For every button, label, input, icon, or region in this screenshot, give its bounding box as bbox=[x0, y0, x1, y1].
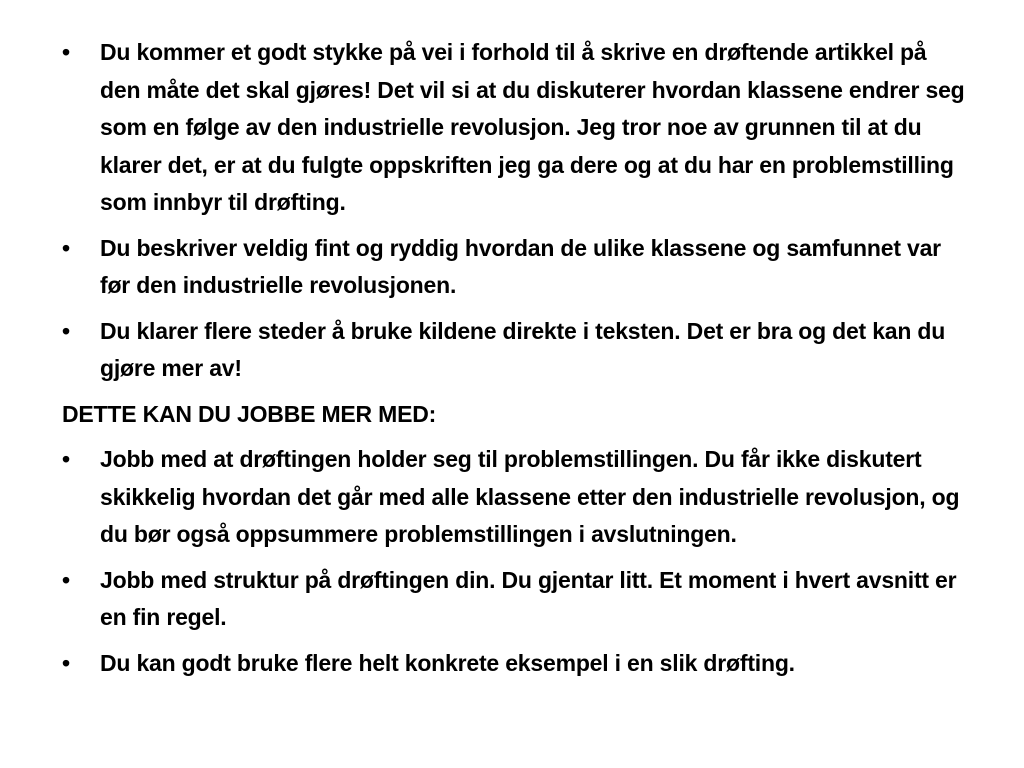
bullet-icon: • bbox=[62, 566, 70, 593]
bullet-icon: • bbox=[62, 317, 70, 344]
bullet-text: Du kommer et godt stykke på vei i forhold til å skrive en drøftende artikkel på den måte det skal gjøres! Det vil si at du diskuterer hvordan klassene endrer seg som en følge av den industrielle revolusjon. Jeg tror noe av grunnen til at du klarer det, er at du fulgte oppskriften jeg ga dere og at du har en problemstilling som innbyr til drøfting. bbox=[100, 39, 965, 215]
bullet-text: Jobb med at drøftingen holder seg til problemstillingen. Du får ikke diskutert skikkelig hvordan det går med alle klassene etter den industrielle revolusjon, og du bør også oppsummere problemstillingen i avslutningen. bbox=[100, 446, 960, 547]
bullet-text: Jobb med struktur på drøftingen din. Du gjentar litt. Et moment i hvert avsnitt er en fin regel. bbox=[100, 566, 957, 630]
strengths-list bbox=[62, 34, 972, 388]
bullet-icon: • bbox=[62, 446, 70, 472]
list-item bbox=[62, 230, 972, 305]
section-heading: DETTE KAN DU JOBBE MER MED: bbox=[62, 400, 437, 427]
bullet-icon: • bbox=[62, 649, 70, 676]
bullet-icon: • bbox=[62, 234, 70, 261]
bullet-text: Du kan godt bruke flere helt konkrete eksempel i en slik drøfting. bbox=[100, 649, 795, 676]
bullet-text: Du beskriver veldig fint og ryddig hvordan de ulike klassene og samfunnet var før den industrielle revolusjonen. bbox=[100, 234, 941, 298]
bullet-icon: • bbox=[62, 39, 70, 65]
bullet-text: Du klarer flere steder å bruke kildene direkte i teksten. Det er bra og det kan du gjøre mer av! bbox=[100, 317, 946, 381]
list-item bbox=[62, 313, 972, 388]
list-item bbox=[62, 34, 972, 222]
list-item bbox=[62, 645, 972, 683]
list-item bbox=[62, 562, 972, 637]
improvements-list bbox=[62, 441, 972, 682]
list-item bbox=[62, 441, 972, 554]
slide-content bbox=[62, 34, 972, 690]
